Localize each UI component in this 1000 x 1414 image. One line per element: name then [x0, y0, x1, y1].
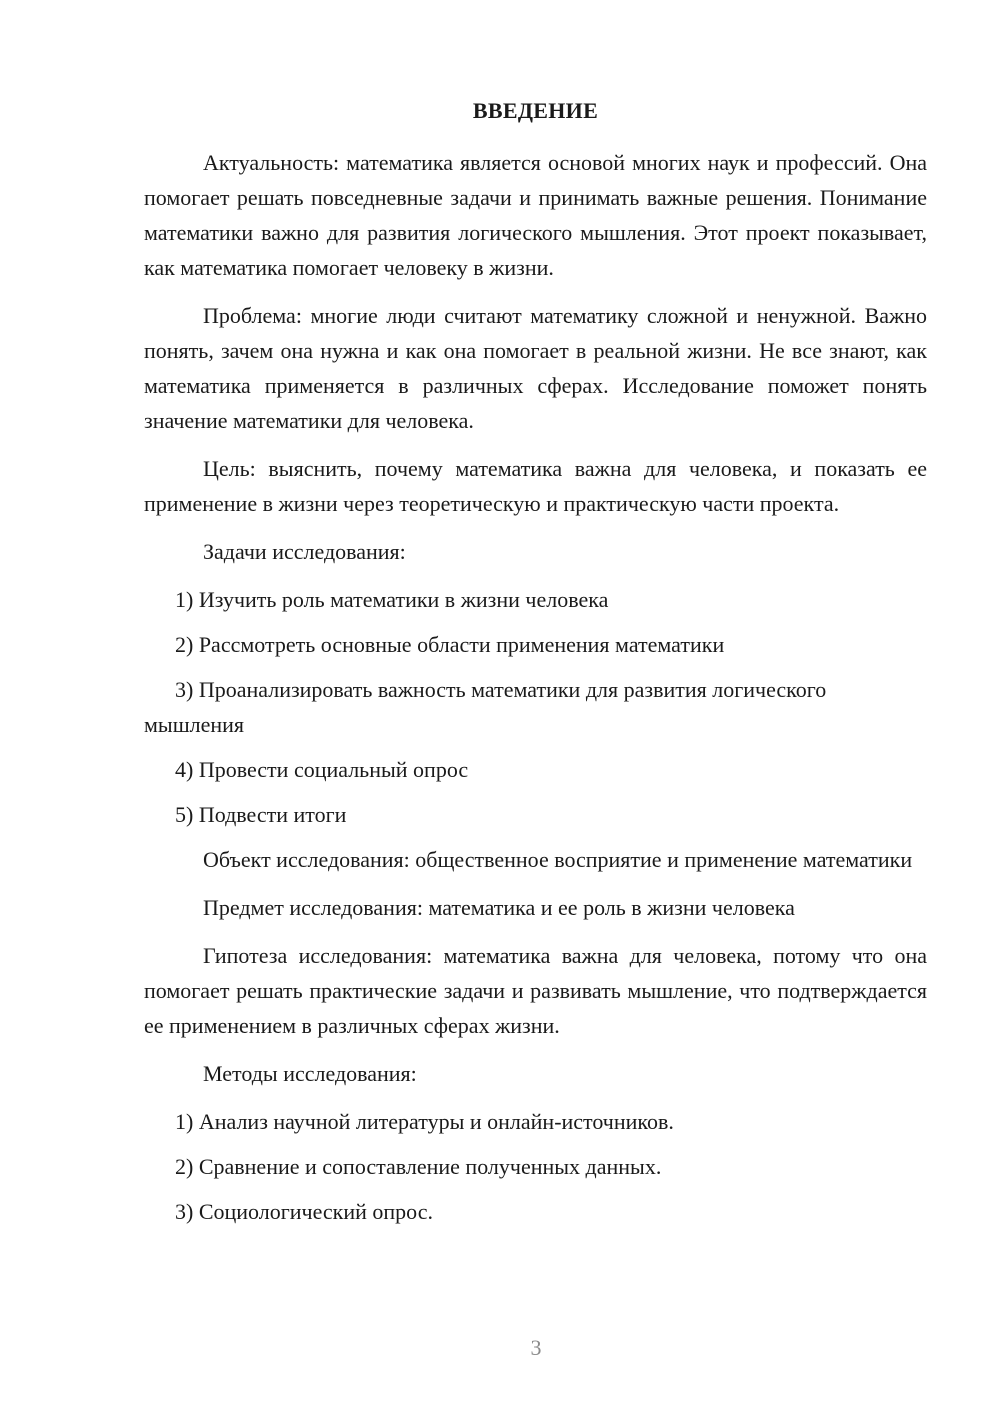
page-number: 3 — [530, 1335, 542, 1360]
paragraph-subject: Предмет исследования: математика и ее роль в жизни человека — [203, 895, 795, 920]
paragraph-problem: Проблема: многие люди считают математику сложной и ненужной. Важно понять, зачем она нужна и как она помогает в реальной жизни. Не все знают, как математика применяется в различных сферах. Исследование поможет понять значение математики для человека. — [144, 303, 927, 433]
task-item: 5) Подвести итоги — [175, 802, 347, 827]
task-item: 2) Рассмотреть основные области применения математики — [175, 632, 725, 657]
paragraph-relevance: Актуальность: математика является основой многих наук и профессий. Она помогает решать повседневные задачи и принимать важные решения. Понимание математики важно для развития логического мышления. Этот проект показывает, как математика помогает человеку в жизни. — [144, 150, 927, 280]
task-item: 1) Изучить роль математики в жизни человека — [175, 587, 609, 612]
methods-heading: Методы исследования: — [203, 1061, 417, 1086]
paragraph-object: Объект исследования: общественное восприятие и применение математики — [203, 847, 913, 872]
method-item: 3) Социологический опрос. — [175, 1199, 433, 1224]
paragraph-goal: Цель: выяснить, почему математика важна для человека, и показать ее применение в жизни через теоретическую и практическую части проекта. — [144, 456, 927, 516]
paragraph-hypothesis: Гипотеза исследования: математика важна для человека, потому что она помогает решать практические задачи и развивать мышление, что подтверждается ее применением в различных сферах жизни. — [144, 943, 927, 1038]
method-item: 2) Сравнение и сопоставление полученных данных. — [175, 1154, 662, 1179]
method-item: 1) Анализ научной литературы и онлайн-источников. — [175, 1109, 674, 1134]
tasks-heading: Задачи исследования: — [203, 539, 406, 564]
section-title: ВВЕДЕНИЕ — [472, 98, 599, 123]
page-content — [144, 97, 927, 1239]
task-item: 3) Проанализировать важность математики для развития логического мышления — [144, 677, 827, 737]
task-item: 4) Провести социальный опрос — [175, 757, 469, 782]
